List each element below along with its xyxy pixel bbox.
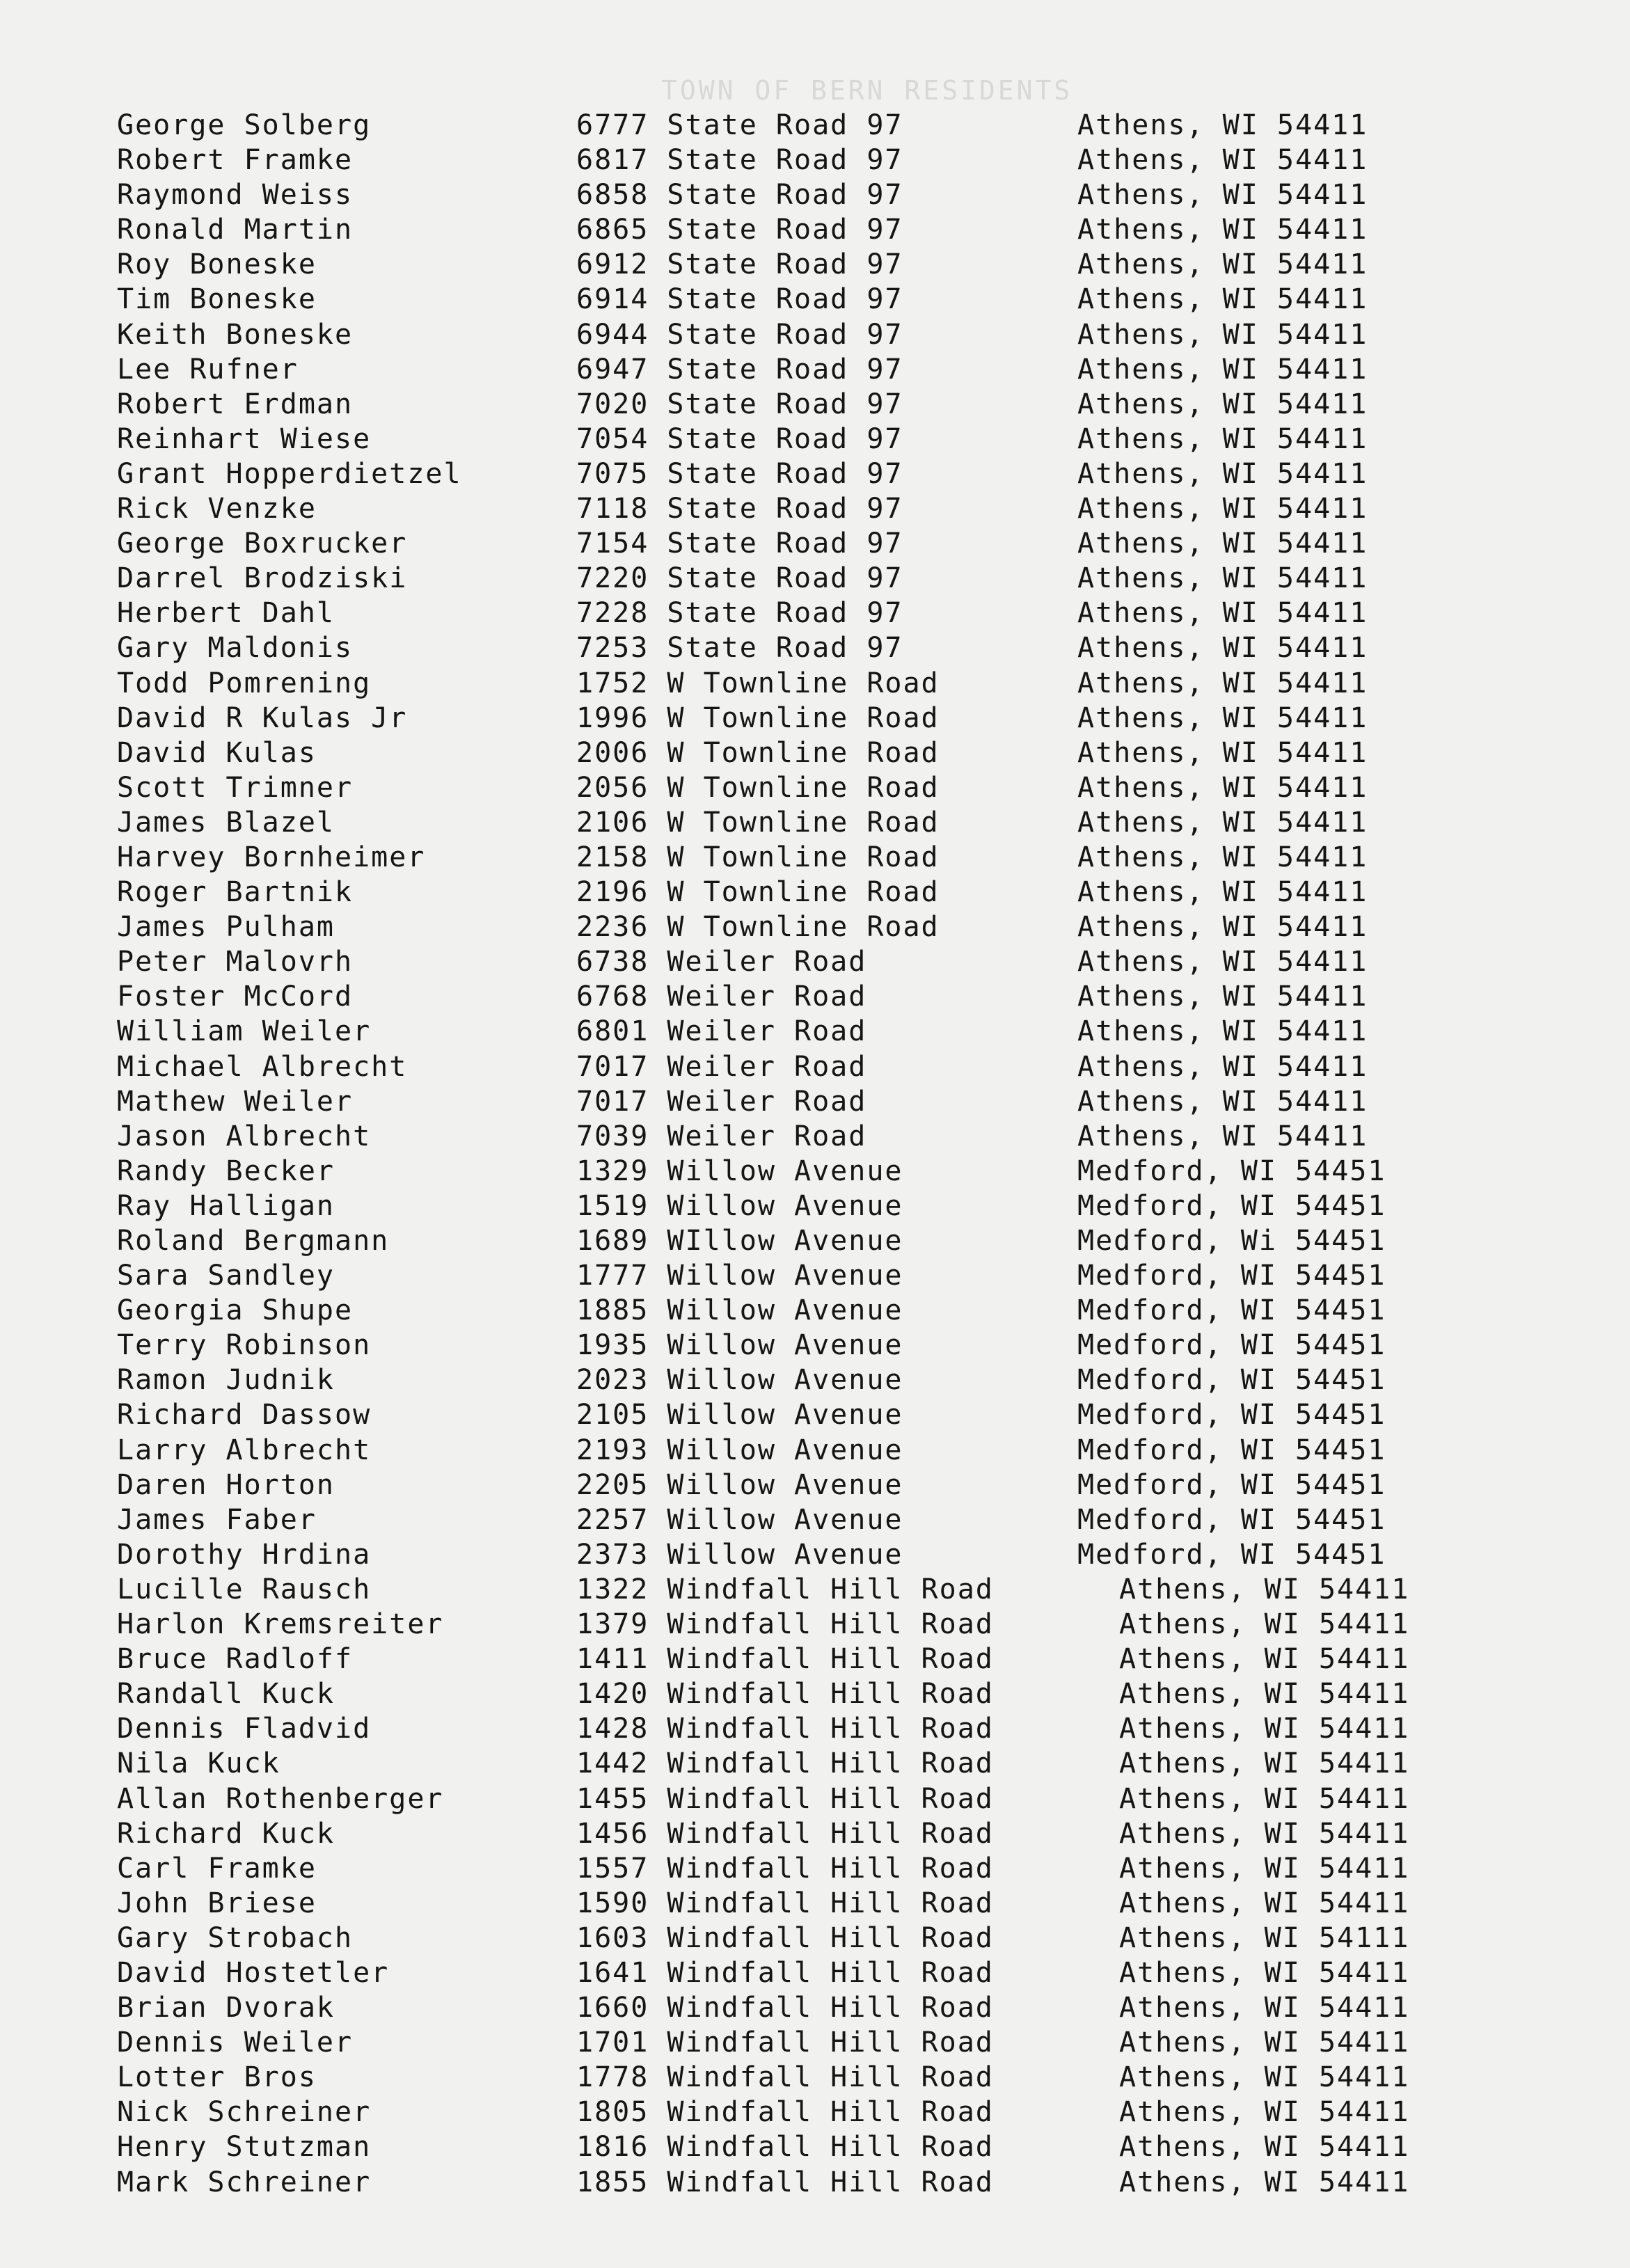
resident-row <box>117 910 1523 944</box>
resident-row <box>117 979 1523 1014</box>
resident-address: 7118 State Road 97 <box>576 493 903 525</box>
resident-city: Athens, WI 54411 <box>1077 667 1368 699</box>
resident-address: 2023 Willow Avenue <box>576 1364 903 1397</box>
resident-row <box>117 805 1523 840</box>
resident-address: 1805 Windfall Hill Road <box>576 2096 994 2129</box>
resident-city: Athens, WI 54411 <box>1077 876 1368 909</box>
resident-address: 7020 State Road 97 <box>576 388 903 420</box>
resident-name: James Blazel <box>117 806 335 839</box>
resident-name: Roger Bartnik <box>117 876 354 909</box>
resident-city: Medford, WI 54451 <box>1077 1468 1386 1501</box>
resident-row <box>117 1782 1523 1816</box>
resident-address: 6777 State Road 97 <box>576 109 903 141</box>
resident-address: 6801 Weiler Road <box>576 1015 867 1048</box>
resident-row <box>117 1886 1523 1921</box>
resident-row <box>117 212 1523 247</box>
resident-row <box>117 2130 1523 2164</box>
resident-address: 6817 State Road 97 <box>576 144 903 177</box>
resident-address: 6914 State Road 97 <box>576 283 903 316</box>
resident-row <box>117 2060 1523 2095</box>
resident-city: Athens, WI 54411 <box>1119 1992 1410 2024</box>
resident-city: Medford, WI 54451 <box>1077 1294 1386 1327</box>
resident-name: Gary Strobach <box>117 1921 354 1954</box>
resident-name: Jason Albrecht <box>117 1120 372 1152</box>
resident-city: Athens, WI 54411 <box>1077 806 1368 839</box>
resident-city: Medford, Wi 54451 <box>1077 1225 1386 1257</box>
resident-row <box>117 561 1523 596</box>
resident-name: Lucille Rausch <box>117 1573 372 1605</box>
resident-name: Mathew Weiler <box>117 1085 354 1118</box>
resident-city: Athens, WI 54411 <box>1077 946 1368 978</box>
resident-list <box>117 108 1523 2200</box>
resident-city: Athens, WI 54111 <box>1119 1921 1410 1954</box>
resident-name: Ray Halligan <box>117 1189 335 1222</box>
resident-row <box>117 1258 1523 1293</box>
resident-city: Athens, WI 54411 <box>1119 2061 1410 2094</box>
resident-address: 6865 State Road 97 <box>576 214 903 246</box>
resident-name: Ronald Martin <box>117 214 354 246</box>
resident-row <box>117 1397 1523 1432</box>
resident-address: 1519 Willow Avenue <box>576 1189 903 1222</box>
resident-address: 1603 Windfall Hill Road <box>576 1921 994 1954</box>
resident-address: 2373 Willow Avenue <box>576 1538 903 1571</box>
resident-city: Athens, WI 54411 <box>1119 1887 1410 1919</box>
resident-name: Herbert Dahl <box>117 597 335 630</box>
bleed-through-title: TOWN OF BERN RESIDENTS <box>661 75 1073 106</box>
resident-row <box>117 491 1523 526</box>
resident-address: 7220 State Road 97 <box>576 562 903 595</box>
resident-address: 2193 Willow Avenue <box>576 1434 903 1466</box>
resident-row <box>117 317 1523 352</box>
resident-address: 1855 Windfall Hill Road <box>576 2166 994 2198</box>
resident-name: Terry Robinson <box>117 1329 372 1362</box>
resident-address: 6912 State Road 97 <box>576 248 903 281</box>
resident-name: Peter Malovrh <box>117 946 354 978</box>
resident-row <box>117 526 1523 561</box>
resident-name: James Pulham <box>117 911 335 944</box>
resident-name: William Weiler <box>117 1015 372 1048</box>
resident-address: 7054 State Road 97 <box>576 422 903 455</box>
resident-name: David Hostetler <box>117 1956 390 1989</box>
resident-row <box>117 666 1523 701</box>
resident-row <box>117 631 1523 665</box>
resident-name: Roy Boneske <box>117 248 317 281</box>
resident-row <box>117 1014 1523 1049</box>
resident-city: Athens, WI 54411 <box>1119 1747 1410 1780</box>
resident-city: Athens, WI 54411 <box>1077 422 1368 455</box>
resident-row <box>117 596 1523 631</box>
resident-address: 6858 State Road 97 <box>576 179 903 212</box>
resident-row <box>117 352 1523 387</box>
resident-row <box>117 1468 1523 1502</box>
resident-address: 1329 Willow Avenue <box>576 1155 903 1187</box>
resident-name: Bruce Radloff <box>117 1643 354 1676</box>
resident-name: Lee Rufner <box>117 353 299 386</box>
resident-name: Darrel Brodziski <box>117 562 408 595</box>
resident-address: 2196 W Townline Road <box>576 876 940 909</box>
resident-address: 7017 Weiler Road <box>576 1050 867 1083</box>
resident-name: Raymond Weiss <box>117 179 354 212</box>
resident-row <box>117 1956 1523 1990</box>
resident-name: Ramon Judnik <box>117 1364 335 1397</box>
resident-city: Athens, WI 54411 <box>1077 1050 1368 1083</box>
resident-name: Foster McCord <box>117 981 354 1013</box>
resident-city: Athens, WI 54411 <box>1077 109 1368 141</box>
resident-city: Athens, WI 54411 <box>1077 632 1368 665</box>
resident-city: Athens, WI 54411 <box>1077 318 1368 351</box>
resident-city: Athens, WI 54411 <box>1077 1120 1368 1152</box>
resident-name: Tim Boneske <box>117 283 317 316</box>
resident-address: 7039 Weiler Road <box>576 1120 867 1152</box>
resident-name: Sara Sandley <box>117 1260 335 1292</box>
resident-address: 6768 Weiler Road <box>576 981 867 1013</box>
resident-name: Keith Boneske <box>117 318 354 351</box>
resident-address: 1935 Willow Avenue <box>576 1329 903 1362</box>
resident-city: Athens, WI 54411 <box>1077 388 1368 420</box>
resident-row <box>117 387 1523 422</box>
resident-name: Nick Schreiner <box>117 2096 372 2129</box>
resident-name: Henry Stutzman <box>117 2131 372 2164</box>
resident-city: Athens, WI 54411 <box>1077 1015 1368 1048</box>
resident-address: 1752 W Townline Road <box>576 667 940 699</box>
resident-row <box>117 1293 1523 1328</box>
resident-city: Medford, WI 54451 <box>1077 1260 1386 1292</box>
resident-name: Dorothy Hrdina <box>117 1538 372 1571</box>
resident-name: Robert Erdman <box>117 388 354 420</box>
resident-row <box>117 1851 1523 1886</box>
resident-city: Athens, WI 54411 <box>1077 144 1368 177</box>
resident-address: 2257 Willow Avenue <box>576 1503 903 1536</box>
resident-city: Athens, WI 54411 <box>1119 1713 1410 1745</box>
resident-row <box>117 1049 1523 1084</box>
resident-name: John Briese <box>117 1887 317 1919</box>
resident-city: Athens, WI 54411 <box>1077 771 1368 804</box>
resident-city: Athens, WI 54411 <box>1077 736 1368 769</box>
resident-address: 2106 W Townline Road <box>576 806 940 839</box>
resident-name: Harvey Bornheimer <box>117 841 426 873</box>
resident-address: 1428 Windfall Hill Road <box>576 1713 994 1745</box>
resident-city: Athens, WI 54411 <box>1119 2027 1410 2059</box>
resident-city: Athens, WI 54411 <box>1119 2096 1410 2129</box>
resident-address: 1689 WIllow Avenue <box>576 1225 903 1257</box>
resident-city: Athens, WI 54411 <box>1077 457 1368 490</box>
resident-address: 1456 Windfall Hill Road <box>576 1817 994 1850</box>
resident-address: 1455 Windfall Hill Road <box>576 1782 994 1815</box>
resident-city: Athens, WI 54411 <box>1077 981 1368 1013</box>
resident-row <box>117 1746 1523 1781</box>
resident-name: Robert Framke <box>117 144 354 177</box>
resident-city: Athens, WI 54411 <box>1077 701 1368 734</box>
resident-address: 2158 W Townline Road <box>576 841 940 873</box>
resident-city: Medford, WI 54451 <box>1077 1364 1386 1397</box>
resident-name: Lotter Bros <box>117 2061 317 2094</box>
resident-city: Athens, WI 54411 <box>1119 1956 1410 1989</box>
resident-address: 1701 Windfall Hill Road <box>576 2027 994 2059</box>
resident-address: 7228 State Road 97 <box>576 597 903 630</box>
resident-row <box>117 944 1523 979</box>
resident-name: Michael Albrecht <box>117 1050 408 1083</box>
resident-city: Athens, WI 54411 <box>1077 911 1368 944</box>
resident-row <box>117 1433 1523 1468</box>
resident-city: Athens, WI 54411 <box>1077 841 1368 873</box>
resident-address: 6738 Weiler Road <box>576 946 867 978</box>
resident-row <box>117 2025 1523 2060</box>
resident-row <box>117 2165 1523 2200</box>
resident-address: 1411 Windfall Hill Road <box>576 1643 994 1676</box>
resident-city: Athens, WI 54411 <box>1119 2131 1410 2164</box>
resident-name: Carl Framke <box>117 1852 317 1885</box>
resident-address: 1442 Windfall Hill Road <box>576 1747 994 1780</box>
resident-address: 2006 W Townline Road <box>576 736 940 769</box>
resident-city: Athens, WI 54411 <box>1077 179 1368 212</box>
resident-row <box>117 875 1523 910</box>
resident-city: Medford, WI 54451 <box>1077 1399 1386 1432</box>
resident-name: David R Kulas Jr <box>117 701 408 734</box>
resident-city: Athens, WI 54411 <box>1077 528 1368 560</box>
resident-name: Randy Becker <box>117 1155 335 1187</box>
resident-address: 1641 Windfall Hill Road <box>576 1956 994 1989</box>
resident-city: Athens, WI 54411 <box>1077 1085 1368 1118</box>
resident-row <box>117 1223 1523 1258</box>
resident-city: Athens, WI 54411 <box>1119 1643 1410 1676</box>
resident-row <box>117 2095 1523 2130</box>
resident-address: 1590 Windfall Hill Road <box>576 1887 994 1919</box>
resident-row <box>117 282 1523 317</box>
resident-city: Athens, WI 54411 <box>1119 1852 1410 1885</box>
resident-name: Randall Kuck <box>117 1678 335 1711</box>
resident-name: David Kulas <box>117 736 317 769</box>
resident-name: Roland Bergmann <box>117 1225 390 1257</box>
resident-address: 6947 State Road 97 <box>576 353 903 386</box>
resident-address: 1660 Windfall Hill Road <box>576 1992 994 2024</box>
resident-city: Athens, WI 54411 <box>1119 1608 1410 1641</box>
resident-address: 2056 W Townline Road <box>576 771 940 804</box>
resident-row <box>117 457 1523 491</box>
resident-row <box>117 770 1523 805</box>
resident-city: Athens, WI 54411 <box>1119 1782 1410 1815</box>
resident-address: 7075 State Road 97 <box>576 457 903 490</box>
resident-row <box>117 1189 1523 1223</box>
resident-name: Todd Pomrening <box>117 667 372 699</box>
resident-name: George Solberg <box>117 109 372 141</box>
resident-row <box>117 1154 1523 1189</box>
resident-row <box>117 143 1523 177</box>
resident-name: Georgia Shupe <box>117 1294 354 1327</box>
resident-row <box>117 1676 1523 1711</box>
resident-city: Medford, WI 54451 <box>1077 1329 1386 1362</box>
resident-city: Athens, WI 54411 <box>1077 493 1368 525</box>
resident-address: 1777 Willow Avenue <box>576 1260 903 1292</box>
resident-address: 1778 Windfall Hill Road <box>576 2061 994 2094</box>
resident-row <box>117 1572 1523 1607</box>
resident-row <box>117 247 1523 282</box>
resident-row <box>117 1502 1523 1537</box>
resident-name: Scott Trimner <box>117 771 354 804</box>
resident-address: 1420 Windfall Hill Road <box>576 1678 994 1711</box>
resident-address: 7253 State Road 97 <box>576 632 903 665</box>
resident-city: Medford, WI 54451 <box>1077 1189 1386 1222</box>
resident-name: George Boxrucker <box>117 528 408 560</box>
resident-city: Athens, WI 54411 <box>1077 214 1368 246</box>
resident-name: Reinhart Wiese <box>117 422 372 455</box>
resident-name: Dennis Fladvid <box>117 1713 372 1745</box>
resident-name: Daren Horton <box>117 1468 335 1501</box>
resident-row <box>117 177 1523 212</box>
resident-row <box>117 1607 1523 1642</box>
resident-address: 7017 Weiler Road <box>576 1085 867 1118</box>
resident-address: 1996 W Townline Road <box>576 701 940 734</box>
resident-address: 1379 Windfall Hill Road <box>576 1608 994 1641</box>
resident-name: Richard Kuck <box>117 1817 335 1850</box>
resident-row <box>117 108 1523 143</box>
resident-row <box>117 1363 1523 1397</box>
resident-city: Athens, WI 54411 <box>1077 283 1368 316</box>
resident-row <box>117 1537 1523 1572</box>
resident-city: Athens, WI 54411 <box>1119 2166 1410 2198</box>
resident-row <box>117 1990 1523 2025</box>
resident-name: Grant Hopperdietzel <box>117 457 462 490</box>
resident-city: Athens, WI 54411 <box>1077 353 1368 386</box>
resident-row <box>117 840 1523 875</box>
resident-name: Larry Albrecht <box>117 1434 372 1466</box>
resident-name: James Faber <box>117 1503 317 1536</box>
resident-city: Athens, WI 54411 <box>1077 597 1368 630</box>
resident-row <box>117 422 1523 457</box>
resident-address: 1816 Windfall Hill Road <box>576 2131 994 2164</box>
resident-row <box>117 1119 1523 1154</box>
resident-name: Brian Dvorak <box>117 1992 335 2024</box>
resident-address: 2105 Willow Avenue <box>576 1399 903 1432</box>
resident-name: Harlon Kremsreiter <box>117 1608 444 1641</box>
resident-row <box>117 1711 1523 1746</box>
resident-row <box>117 701 1523 736</box>
resident-city: Athens, WI 54411 <box>1119 1678 1410 1711</box>
resident-city: Athens, WI 54411 <box>1077 562 1368 595</box>
resident-name: Richard Dassow <box>117 1399 372 1432</box>
resident-address: 2236 W Townline Road <box>576 911 940 944</box>
resident-name: Gary Maldonis <box>117 632 354 665</box>
resident-address: 1557 Windfall Hill Road <box>576 1852 994 1885</box>
resident-address: 7154 State Road 97 <box>576 528 903 560</box>
resident-address: 2205 Willow Avenue <box>576 1468 903 1501</box>
resident-city: Athens, WI 54411 <box>1077 248 1368 281</box>
resident-city: Medford, WI 54451 <box>1077 1538 1386 1571</box>
resident-city: Medford, WI 54451 <box>1077 1503 1386 1536</box>
resident-row <box>117 1642 1523 1676</box>
resident-row <box>117 1921 1523 1956</box>
resident-name: Mark Schreiner <box>117 2166 372 2198</box>
resident-city: Athens, WI 54411 <box>1119 1817 1410 1850</box>
resident-address: 6944 State Road 97 <box>576 318 903 351</box>
resident-name: Rick Venzke <box>117 493 317 525</box>
resident-address: 1322 Windfall Hill Road <box>576 1573 994 1605</box>
resident-row <box>117 1816 1523 1851</box>
resident-city: Medford, WI 54451 <box>1077 1434 1386 1466</box>
resident-row <box>117 736 1523 770</box>
resident-row <box>117 1084 1523 1119</box>
resident-city: Athens, WI 54411 <box>1119 1573 1410 1605</box>
resident-row <box>117 1328 1523 1363</box>
resident-name: Dennis Weiler <box>117 2027 354 2059</box>
resident-name: Nila Kuck <box>117 1747 280 1780</box>
resident-name: Allan Rothenberger <box>117 1782 444 1815</box>
resident-city: Medford, WI 54451 <box>1077 1155 1386 1187</box>
resident-address: 1885 Willow Avenue <box>576 1294 903 1327</box>
